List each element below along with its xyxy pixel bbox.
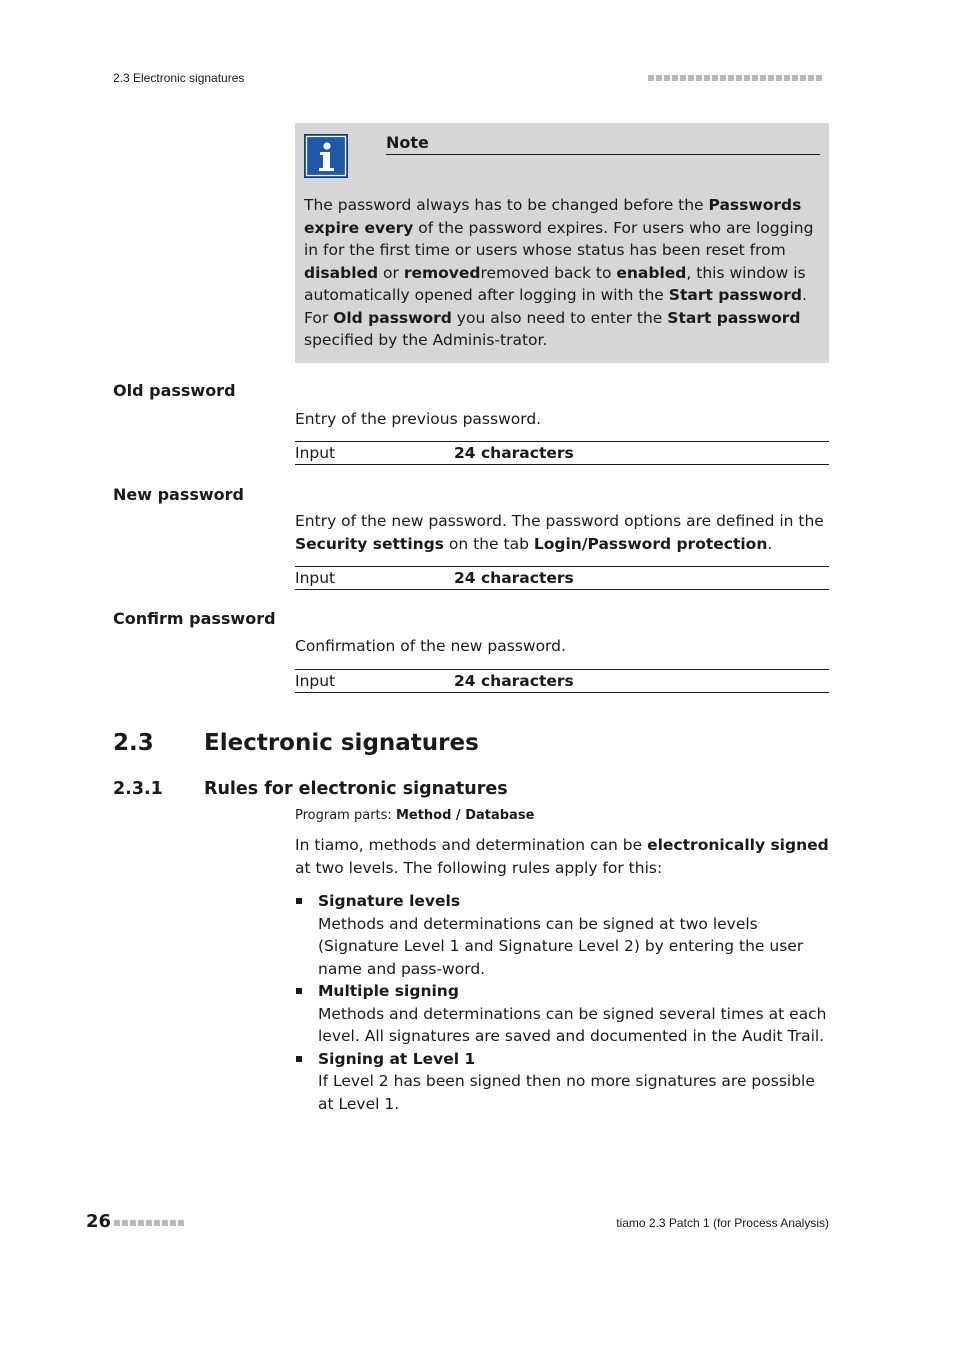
- desc-confirm-password: [295, 635, 829, 658]
- program-parts-value: Method / Database: [395, 808, 535, 823]
- info-icon: [304, 134, 348, 178]
- text-run: , this window is automatically opened after logging in with the: [304, 263, 806, 304]
- rules-list: [295, 890, 829, 1115]
- desc-new-password: [295, 510, 829, 556]
- prop-value: 24 characters: [454, 569, 574, 587]
- bold-run: disabled: [304, 263, 379, 282]
- bold-run: Security settings: [295, 535, 444, 553]
- bullet-icon: [296, 1056, 302, 1062]
- running-header: 2.3 Electronic signatures: [113, 71, 245, 85]
- text-run: removed back to: [480, 263, 617, 282]
- bold-run: removed: [403, 263, 481, 282]
- text-run: at two levels. The following rules apply for this:: [295, 859, 663, 877]
- term-new-password: New password: [113, 485, 245, 504]
- list-item: [295, 980, 829, 1048]
- text-run: .: [767, 535, 773, 553]
- bold-run: Passwords expire every: [304, 196, 802, 237]
- intro-paragraph: [295, 834, 829, 880]
- prop-key: Input: [295, 672, 336, 690]
- bold-run: electronically signed: [647, 836, 829, 854]
- text-run: In tiamo, methods and determination can be: [295, 836, 648, 854]
- rule-title: Multiple signing: [318, 982, 459, 1000]
- note-title: Note: [386, 133, 820, 155]
- text-run: you also need to enter the: [451, 308, 668, 327]
- text-run: of the password expires. For users who are logging in for the first time or users whose status has been reset from: [304, 218, 814, 259]
- header-decoration: [648, 75, 822, 81]
- footer-product: tiamo 2.3 Patch 1 (for Process Analysis): [616, 1216, 829, 1230]
- text-run: The password always has to be changed before the: [304, 196, 709, 214]
- bullet-icon: [296, 988, 302, 994]
- program-parts: [295, 808, 534, 823]
- bullet-icon: [296, 898, 302, 904]
- prop-key: Input: [295, 569, 336, 587]
- text-run: Entry of the new password. The password options are defined in the: [295, 512, 824, 530]
- prop-new-password: [295, 566, 829, 590]
- subsection-title: Rules for electronic signatures: [204, 779, 508, 799]
- rule-title: Signing at Level 1: [318, 1049, 476, 1068]
- bold-run: Start password: [667, 308, 801, 327]
- list-item: [295, 1048, 829, 1116]
- section-title: Electronic signatures: [204, 730, 479, 756]
- prop-value: 24 characters: [454, 672, 574, 690]
- rule-text: If Level 2 has been signed then no more signatures are possible at Level 1.: [318, 1072, 815, 1113]
- rule-text: Methods and determinations can be signed at two levels (Signature Level 1 and Signature Level 2) by entering the user name and pass-word.: [318, 914, 804, 978]
- bold-run: Old password: [333, 308, 452, 327]
- program-parts-label: Program parts:: [295, 808, 396, 823]
- prop-old-password: [295, 441, 829, 465]
- prop-confirm-password: [295, 669, 829, 693]
- bold-run: Start password: [668, 286, 802, 304]
- text-run: specified by the Adminis-trator.: [304, 331, 548, 349]
- term-confirm-password: Confirm password: [113, 609, 276, 628]
- note-box: [295, 123, 829, 363]
- rule-text: Methods and determinations can be signed several times at each level. All signatures are saved and documented in the Audit Trail.: [318, 1004, 827, 1045]
- subsection-number: 2.3.1: [113, 779, 163, 799]
- bold-run: enabled: [616, 263, 687, 282]
- page-number: 26: [86, 1211, 112, 1232]
- bold-run: Login/Password protection: [533, 535, 768, 553]
- section-number: 2.3: [113, 730, 154, 756]
- desc-old-password: [295, 408, 829, 431]
- text-run: Entry of the previous password.: [295, 410, 542, 428]
- footer-decoration: [114, 1220, 184, 1226]
- term-old-password: Old password: [113, 381, 236, 400]
- prop-value: 24 characters: [454, 444, 574, 462]
- rule-title: Signature levels: [318, 892, 461, 910]
- prop-key: Input: [295, 444, 336, 462]
- text-run: Confirmation of the new password.: [295, 637, 566, 655]
- text-run: . For: [304, 286, 807, 327]
- text-run: or: [378, 263, 404, 282]
- note-body: [304, 194, 824, 352]
- list-item: [295, 890, 829, 980]
- text-run: on the tab: [444, 535, 534, 553]
